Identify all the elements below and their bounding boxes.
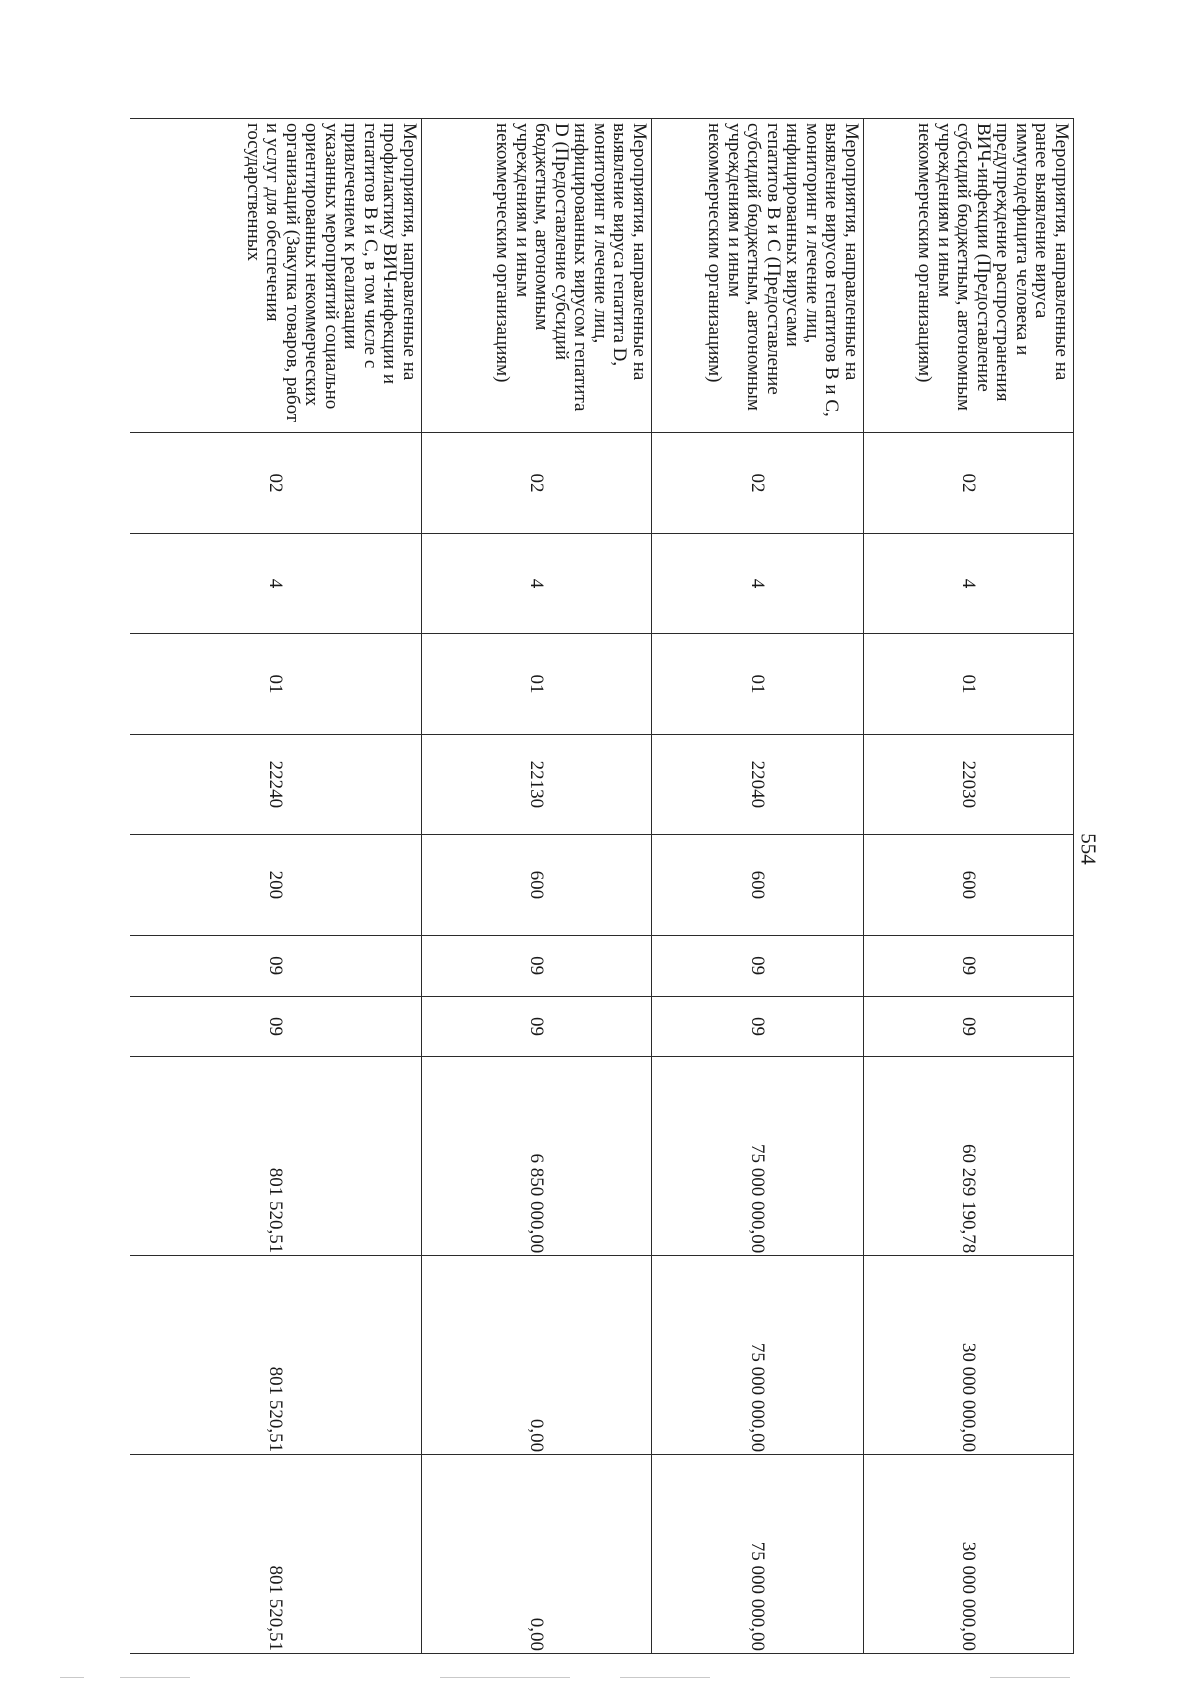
amount-year-3-cell: 30 000 000,00 bbox=[864, 1455, 1074, 1654]
expense-type-cell: 600 bbox=[652, 835, 864, 935]
direction-code-cell: 22240 bbox=[130, 734, 422, 834]
scan-mark bbox=[120, 1677, 190, 1678]
amount-year-1-cell: 801 520,51 bbox=[130, 1057, 422, 1256]
page-number: 554 bbox=[1076, 833, 1101, 865]
expense-type-cell: 600 bbox=[864, 835, 1074, 935]
event-code-cell: 01 bbox=[422, 634, 652, 734]
scan-mark bbox=[440, 1677, 570, 1678]
event-code-cell: 01 bbox=[652, 634, 864, 734]
subprogram-code-cell: 4 bbox=[864, 533, 1074, 633]
amount-year-2-cell: 0,00 bbox=[422, 1256, 652, 1455]
direction-code-cell: 22030 bbox=[864, 734, 1074, 834]
subsection-code-cell: 09 bbox=[130, 996, 422, 1057]
section-code-cell: 09 bbox=[864, 935, 1074, 996]
budget-table bbox=[130, 118, 1074, 1654]
program-code-cell: 02 bbox=[864, 433, 1074, 533]
subprogram-code-cell: 4 bbox=[652, 533, 864, 633]
table-row bbox=[422, 119, 652, 1654]
amount-year-1-cell: 6 850 000,00 bbox=[422, 1057, 652, 1256]
expense-type-cell: 200 bbox=[130, 835, 422, 935]
program-code-cell: 02 bbox=[422, 433, 652, 533]
amount-year-2-cell: 30 000 000,00 bbox=[864, 1256, 1074, 1455]
budget-table-container bbox=[130, 118, 1074, 1654]
row-description: Мероприятия, направленные на выявление вирусов гепатитов В и С, мониторинг и лечение лиц, инфицированных вирусами гепатитов В и С (Предоставление субсидий бюджетным, автономным учреждениям и иным некоммерческим организациям) bbox=[652, 119, 864, 433]
section-code-cell: 09 bbox=[130, 935, 422, 996]
scan-mark bbox=[60, 1677, 84, 1678]
direction-code-cell: 22040 bbox=[652, 734, 864, 834]
event-code-cell: 01 bbox=[130, 634, 422, 734]
subsection-code-cell: 09 bbox=[864, 996, 1074, 1057]
scan-mark bbox=[620, 1677, 710, 1678]
scan-mark bbox=[990, 1677, 1070, 1678]
scan-edge-marks bbox=[60, 1677, 1140, 1679]
amount-year-3-cell: 75 000 000,00 bbox=[652, 1455, 864, 1654]
row-description: Мероприятия, направленные на выявление вируса гепатита D, мониторинг и лечение лиц, инфицированных вирусом гепатита D (Предоставление субсидий бюджетным, автономным учреждениям и иным некоммерческим организациям) bbox=[422, 119, 652, 433]
program-code-cell: 02 bbox=[652, 433, 864, 533]
expense-type-cell: 600 bbox=[422, 835, 652, 935]
row-description: Мероприятия, направленные на ранее выявление вируса иммунодефицита человека и предупреждение распространения ВИЧ-инфекции (Предоставление субсидий бюджетным, автономным учреждениям и иным некоммерческим организациям) bbox=[864, 119, 1074, 433]
amount-year-1-cell: 60 269 190,78 bbox=[864, 1057, 1074, 1256]
program-code-cell: 02 bbox=[130, 433, 422, 533]
subprogram-code-cell: 4 bbox=[130, 533, 422, 633]
subsection-code-cell: 09 bbox=[652, 996, 864, 1057]
amount-year-3-cell: 0,00 bbox=[422, 1455, 652, 1654]
row-description: Мероприятия, направленные на профилактику ВИЧ-инфекции и гепатитов В и С, в том числе с привлечением к реализации указанных мероприятий социально ориентированных некоммерческих организаций (Закупка товаров, работ и услуг для обеспечения государственных bbox=[130, 119, 422, 433]
amount-year-2-cell: 75 000 000,00 bbox=[652, 1256, 864, 1455]
rotated-table-frame bbox=[130, 118, 1074, 1654]
table-row bbox=[864, 119, 1074, 1654]
subprogram-code-cell: 4 bbox=[422, 533, 652, 633]
amount-year-2-cell: 801 520,51 bbox=[130, 1256, 422, 1455]
amount-year-1-cell: 75 000 000,00 bbox=[652, 1057, 864, 1256]
amount-year-3-cell: 801 520,51 bbox=[130, 1455, 422, 1654]
event-code-cell: 01 bbox=[864, 634, 1074, 734]
direction-code-cell: 22130 bbox=[422, 734, 652, 834]
table-row bbox=[130, 119, 422, 1654]
subsection-code-cell: 09 bbox=[422, 996, 652, 1057]
section-code-cell: 09 bbox=[652, 935, 864, 996]
table-row bbox=[652, 119, 864, 1654]
section-code-cell: 09 bbox=[422, 935, 652, 996]
